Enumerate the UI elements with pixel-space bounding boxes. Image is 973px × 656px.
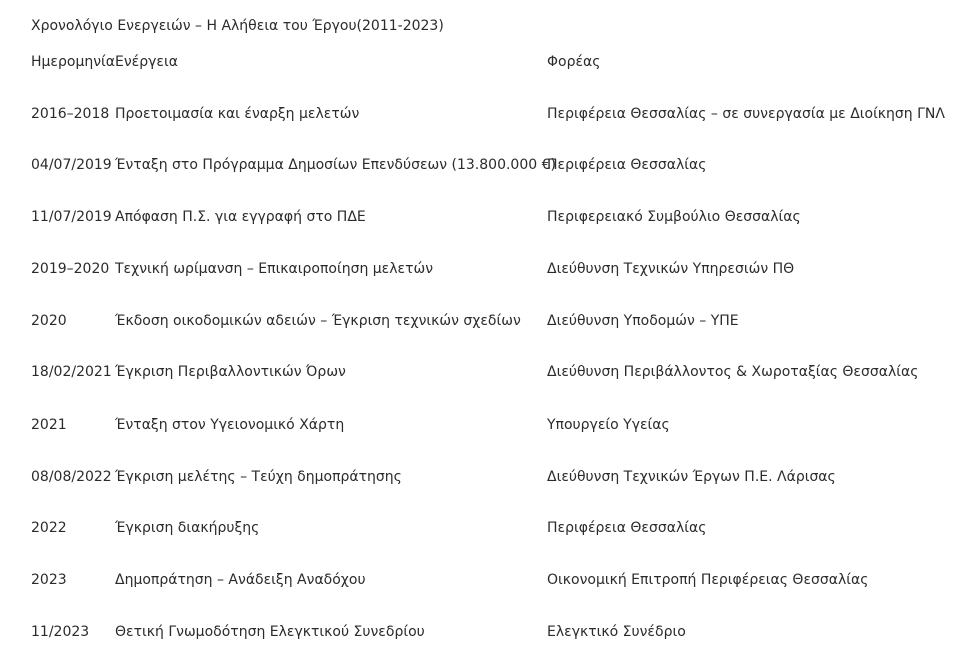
table-header-row: [31, 52, 973, 72]
row-agency: Διεύθυνση Τεχνικών Υπηρεσιών ΠΘ: [547, 261, 795, 277]
row-agency: Υπουργείο Υγείας: [547, 417, 670, 433]
row-date: 11/2023: [31, 624, 90, 640]
row-date: 2022: [31, 520, 67, 536]
row-action: Ένταξη στο Πρόγραμμα Δημοσίων Επενδύσεων (13.800.000 €): [115, 157, 556, 173]
row-date: 2023: [31, 572, 67, 588]
row-agency: Ελεγκτικό Συνέδριο: [547, 624, 686, 640]
table-row: [31, 104, 973, 124]
row-date: 2020: [31, 313, 67, 329]
row-action: Έγκριση μελέτης – Τεύχη δημοπράτησης: [115, 469, 402, 485]
row-agency: Διεύθυνση Περιβάλλοντος & Χωροταξίας Θεσσαλίας: [547, 364, 919, 380]
row-agency: Περιφέρεια Θεσσαλίας – σε συνεργασία με Διοίκηση ΓΝΛ: [547, 106, 945, 122]
row-action: Τεχνική ωρίμανση – Επικαιροποίηση μελετών: [115, 261, 434, 277]
row-action: Ένταξη στον Υγειονομικό Χάρτη: [115, 417, 345, 433]
row-action: Έγκριση Περιβαλλοντικών Όρων: [115, 364, 346, 380]
table-row: [31, 207, 973, 227]
table-row: [31, 259, 973, 279]
row-date: 2016–2018: [31, 106, 110, 122]
row-date: 11/07/2019: [31, 209, 112, 225]
header-action: Ενέργεια: [115, 54, 178, 70]
row-action: Θετική Γνωμοδότηση Ελεγκτικού Συνεδρίου: [115, 624, 425, 640]
header-date: Ημερομηνία: [31, 54, 116, 70]
row-date: 04/07/2019: [31, 157, 112, 173]
table-row: [31, 415, 973, 435]
table-row: [31, 570, 973, 590]
row-action: Δημοπράτηση – Ανάδειξη Αναδόχου: [115, 572, 366, 588]
table-row: [31, 311, 973, 331]
row-date: 2019–2020: [31, 261, 110, 277]
table-row: [31, 518, 973, 538]
table-row: [31, 467, 973, 487]
row-date: 18/02/2021: [31, 364, 112, 380]
table-row: [31, 362, 973, 382]
row-date: 08/08/2022: [31, 469, 112, 485]
row-action: Έγκριση διακήρυξης: [115, 520, 260, 536]
row-action: Απόφαση Π.Σ. για εγγραφή στο ΠΔΕ: [115, 209, 366, 225]
row-agency: Περιφερειακό Συμβούλιο Θεσσαλίας: [547, 209, 801, 225]
row-agency: Διεύθυνση Υποδομών – ΥΠΕ: [547, 313, 739, 329]
row-agency: Οικονομική Επιτροπή Περιφέρειας Θεσσαλίας: [547, 572, 869, 588]
document-page: [31, 0, 973, 656]
row-action: Έκδοση οικοδομικών αδειών – Έγκριση τεχνικών σχεδίων: [115, 313, 521, 329]
row-agency: Περιφέρεια Θεσσαλίας: [547, 157, 707, 173]
row-date: 2021: [31, 417, 67, 433]
row-agency: Διεύθυνση Τεχνικών Έργων Π.Ε. Λάρισας: [547, 469, 836, 485]
document-title: Χρονολόγιο Ενεργειών – Η Αλήθεια του Έργου(2011-2023): [31, 18, 444, 34]
header-agency: Φορέας: [547, 54, 601, 70]
table-row: [31, 622, 973, 642]
row-agency: Περιφέρεια Θεσσαλίας: [547, 520, 707, 536]
table-row: [31, 155, 973, 175]
row-action: Προετοιμασία και έναρξη μελετών: [115, 106, 360, 122]
